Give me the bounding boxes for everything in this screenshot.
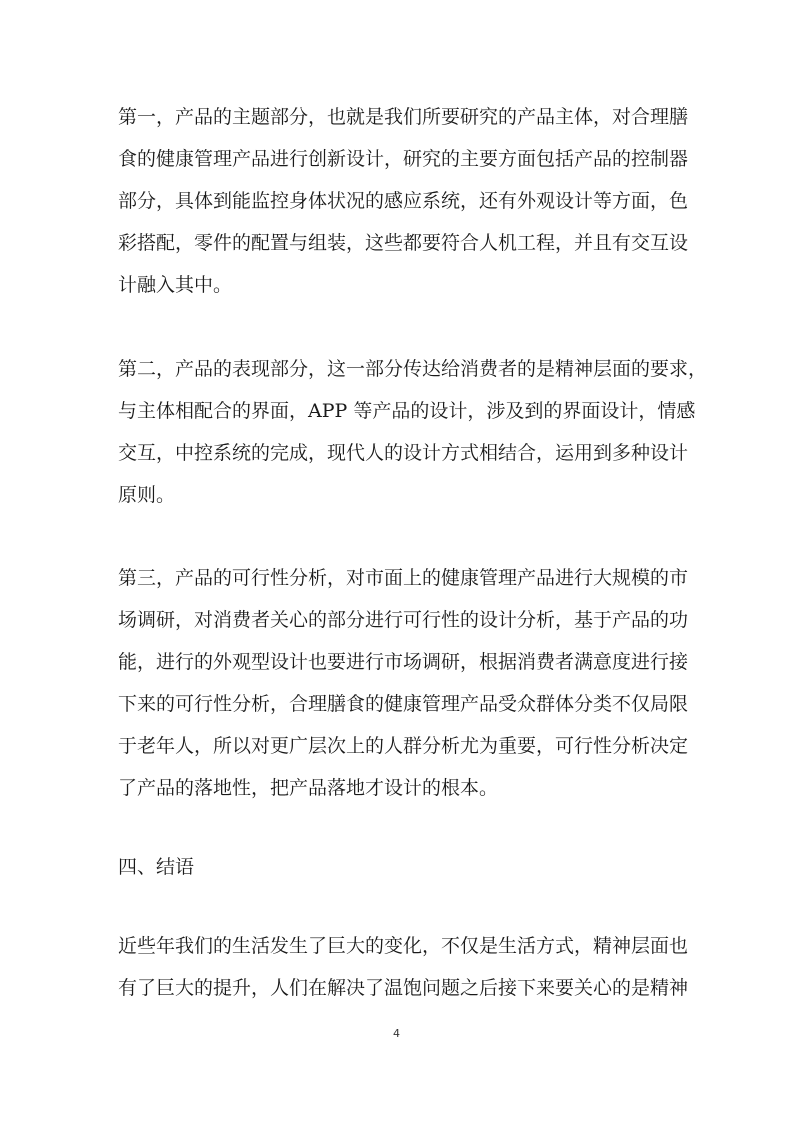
paragraph-3-line-2: 场调研，对消费者关心的部分进行可行性的设计分析，基于产品的功: [118, 609, 689, 631]
paragraph-1-line-1: 第一，产品的主题部分，也就是我们所要研究的产品主体，对合理膳: [118, 106, 689, 128]
paragraph-3-line-6: 了产品的落地性，把产品落地才设计的根本。: [118, 777, 499, 799]
paragraph-2-line-2: 与主体相配合的界面，APP 等产品的设计，涉及到的界面设计，情感: [118, 400, 696, 422]
paragraph-2-line-1: 第二，产品的表现部分，这一部分传达给消费者的是精神层面的要求，: [118, 358, 708, 380]
paragraph-1-line-3: 部分，具体到能监控身体状况的感应系统，还有外观设计等方面，色: [118, 190, 689, 212]
paragraph-1-line-2: 食的健康管理产品进行创新设计，研究的主要方面包括产品的控制器: [118, 148, 689, 170]
paragraph-3-line-4: 下来的可行性分析，合理膳食的健康管理产品受众群体分类不仅局限: [118, 693, 689, 715]
paragraph-3-line-5: 于老年人，所以对更广层次上的人群分析尤为重要，可行性分析决定: [118, 735, 689, 757]
paragraph-3-line-1: 第三，产品的可行性分析，对市面上的健康管理产品进行大规模的市: [118, 567, 689, 589]
paragraph-5-line-1: 近些年我们的生活发生了巨大的变化，不仅是生活方式，精神层面也: [118, 935, 689, 957]
paragraph-2-line-4: 原则。: [118, 484, 176, 506]
paragraph-5-line-2: 有了巨大的提升，人们在解决了温饱问题之后接下来要关心的是精神: [118, 977, 689, 999]
paragraph-1-line-5: 计融入其中。: [118, 274, 233, 296]
page-number: 4: [393, 1027, 400, 1040]
section-heading: 四、结语: [118, 856, 195, 878]
paragraph-1-line-4: 彩搭配，零件的配置与组装，这些都要符合人机工程，并且有交互设: [118, 232, 689, 254]
paragraph-2-line-3: 交互，中控系统的完成，现代人的设计方式相结合，运用到多种设计: [118, 442, 689, 464]
paragraph-3-line-3: 能，进行的外观型设计也要进行市场调研，根据消费者满意度进行接: [118, 651, 689, 673]
